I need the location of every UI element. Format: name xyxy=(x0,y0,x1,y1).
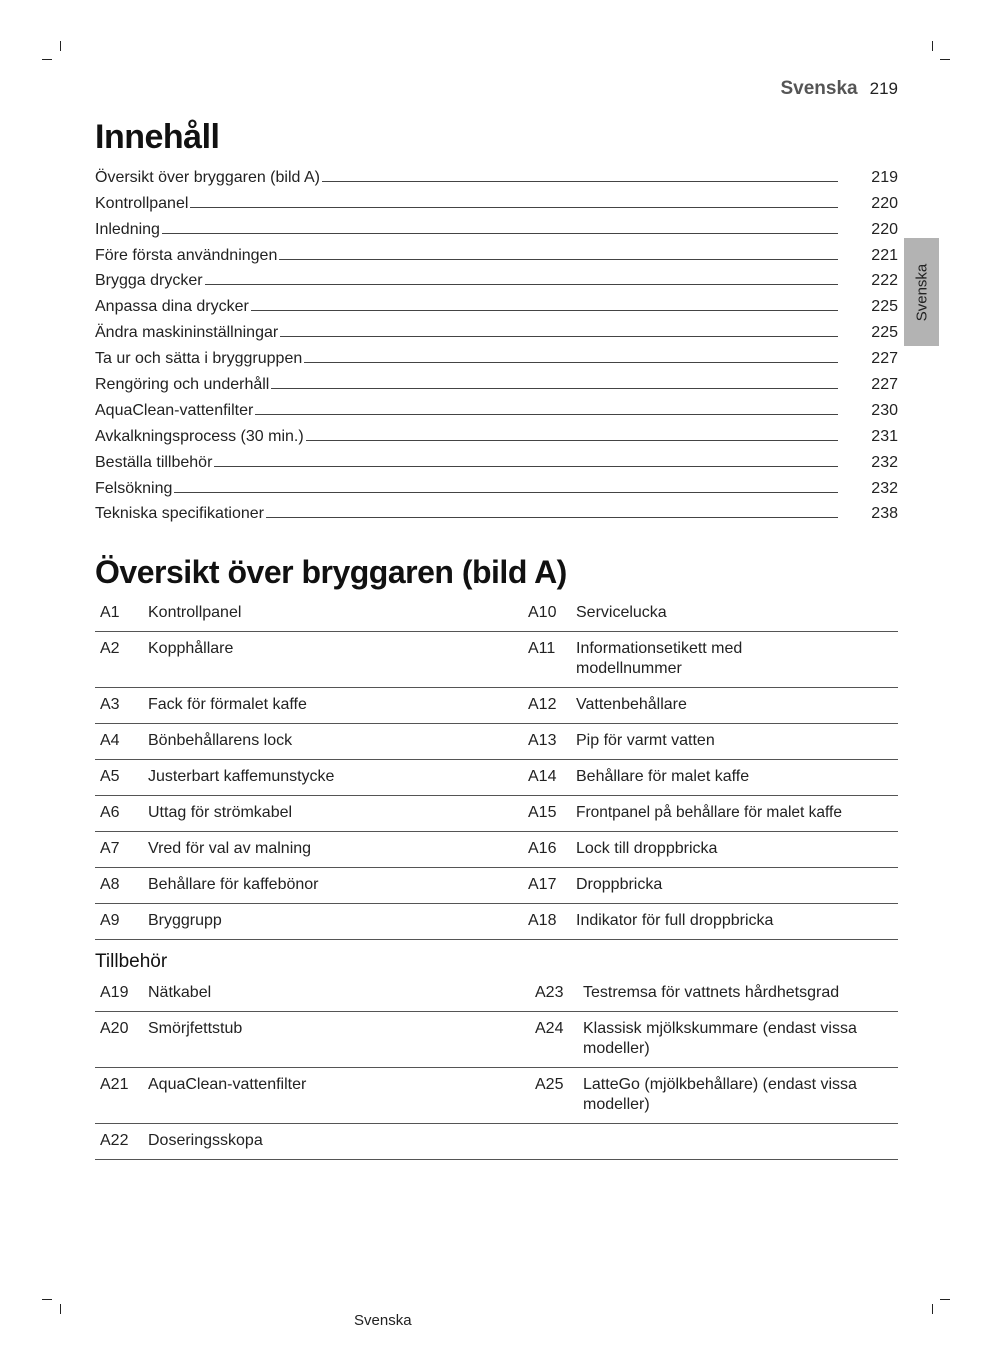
part-name: AquaClean-vattenfilter xyxy=(148,1076,307,1093)
toc-entry[interactable] xyxy=(95,213,898,239)
page-header xyxy=(781,78,899,100)
toc-entry-label: Kontrollpanel xyxy=(95,194,189,212)
side-tab-label: Svenska xyxy=(913,263,931,321)
part-code: A1 xyxy=(100,604,120,621)
toc-entry-label: Felsökning xyxy=(95,479,173,497)
table-row xyxy=(95,1124,898,1160)
toc-entry-page: 232 xyxy=(871,453,898,471)
toc-leader xyxy=(255,414,838,415)
part-code: A11 xyxy=(528,640,556,657)
toc-entry-page: 227 xyxy=(871,376,898,394)
overview-parts-table xyxy=(95,596,898,940)
toc-entry[interactable] xyxy=(95,394,898,420)
toc-leader xyxy=(251,310,838,311)
table-row xyxy=(95,1068,898,1124)
part-name: Kontrollpanel xyxy=(148,604,242,621)
toc-entry-page: 238 xyxy=(871,505,898,523)
crop-mark xyxy=(932,1304,933,1314)
toc-entry-page: 225 xyxy=(871,298,898,316)
crop-mark xyxy=(60,41,61,51)
part-name: Indikator för full droppbricka xyxy=(576,912,774,929)
table-row xyxy=(95,868,898,904)
toc-entry[interactable] xyxy=(95,368,898,394)
table-row xyxy=(95,904,898,940)
toc-leader xyxy=(304,362,838,363)
toc-entry-page: 227 xyxy=(871,350,898,368)
table-row xyxy=(95,688,898,724)
toc-title: Innehåll xyxy=(95,118,220,156)
part-code: A5 xyxy=(100,768,120,785)
toc-entry-label: Översikt över bryggaren (bild A) xyxy=(95,168,320,186)
part-name: Testremsa för vattnets hårdhetsgrad xyxy=(583,984,840,1001)
table-row xyxy=(95,1012,898,1068)
toc-entry-label: Tekniska specifikationer xyxy=(95,505,264,523)
toc-leader xyxy=(280,336,838,337)
part-code: A8 xyxy=(100,876,120,893)
part-code: A25 xyxy=(535,1076,564,1093)
toc-entry-label: Ta ur och sätta i bryggruppen xyxy=(95,350,303,368)
toc-entry[interactable] xyxy=(95,472,898,498)
toc-leader xyxy=(214,466,838,467)
table-of-contents xyxy=(95,161,898,523)
part-code: A19 xyxy=(100,984,129,1001)
toc-entry-label: Beställa tillbehör xyxy=(95,453,213,471)
toc-entry[interactable] xyxy=(95,239,898,265)
table-row xyxy=(95,976,898,1012)
toc-leader xyxy=(205,284,838,285)
toc-entry-page: 230 xyxy=(871,401,898,419)
crop-mark xyxy=(42,1299,52,1300)
toc-leader xyxy=(174,492,838,493)
toc-leader xyxy=(271,388,838,389)
toc-entry-label: AquaClean-vattenfilter xyxy=(95,401,254,419)
toc-entry-label: Inledning xyxy=(95,220,160,238)
toc-entry-page: 219 xyxy=(871,168,898,186)
toc-leader xyxy=(162,233,838,234)
part-name: Behållare för malet kaffe xyxy=(576,768,750,785)
part-name: Vattenbehållare xyxy=(576,696,687,713)
toc-entry-page: 225 xyxy=(871,324,898,342)
toc-entry[interactable] xyxy=(95,316,898,342)
toc-entry-label: Avkalkningsprocess (30 min.) xyxy=(95,427,304,445)
part-name: Bryggrupp xyxy=(148,912,222,929)
part-name: LatteGo (mjölkbehållare) (endast vissa modeller) xyxy=(583,1076,857,1113)
part-name: Fack för förmalet kaffe xyxy=(148,696,307,713)
page-number: 219 xyxy=(869,79,898,98)
part-name xyxy=(583,1124,898,1160)
overview-title: Översikt över bryggaren (bild A) xyxy=(95,554,567,590)
table-row xyxy=(95,760,898,796)
part-code: A21 xyxy=(100,1076,129,1093)
table-row xyxy=(95,832,898,868)
accessories-table xyxy=(95,976,898,1160)
toc-leader xyxy=(322,181,838,182)
crop-mark xyxy=(932,41,933,51)
part-code: A6 xyxy=(100,804,120,821)
part-code: A15 xyxy=(528,804,557,821)
part-name: Frontpanel på behållare för malet kaffe xyxy=(576,804,842,821)
language-side-tab xyxy=(904,238,939,346)
part-name: Droppbricka xyxy=(576,876,663,893)
page-footer: Svenska xyxy=(354,1312,412,1329)
part-name: Uttag för strömkabel xyxy=(148,804,293,821)
toc-entry-label: Anpassa dina drycker xyxy=(95,298,249,316)
part-code: A23 xyxy=(535,984,564,1001)
part-name: Vred för val av malning xyxy=(148,840,312,857)
part-code: A16 xyxy=(528,840,557,857)
part-name: Behållare för kaffebönor xyxy=(148,876,319,893)
crop-mark xyxy=(60,1304,61,1314)
part-name: Klassisk mjölkskummare (endast vissa modeller) xyxy=(583,1020,857,1057)
crop-mark xyxy=(42,59,52,60)
toc-entry[interactable] xyxy=(95,161,898,187)
part-name: Kopphållare xyxy=(148,640,234,657)
part-name: Nätkabel xyxy=(148,984,212,1001)
toc-entry-page: 220 xyxy=(871,194,898,212)
toc-entry-label: Före första användningen xyxy=(95,246,278,264)
part-name: Lock till droppbricka xyxy=(576,840,718,857)
table-row xyxy=(95,596,898,632)
part-code xyxy=(535,1124,583,1160)
part-name: Smörjfettstub xyxy=(148,1020,243,1037)
accessories-title: Tillbehör xyxy=(95,951,168,972)
toc-entry[interactable] xyxy=(95,446,898,472)
table-row xyxy=(95,796,898,832)
crop-mark xyxy=(940,59,950,60)
toc-entry[interactable] xyxy=(95,265,898,291)
part-code: A18 xyxy=(528,912,557,929)
crop-mark xyxy=(940,1299,950,1300)
toc-leader xyxy=(266,517,838,518)
part-code: A17 xyxy=(528,876,557,893)
part-code: A2 xyxy=(100,640,120,657)
part-code: A12 xyxy=(528,696,557,713)
part-name: Justerbart kaffemunstycke xyxy=(148,768,335,785)
toc-entry[interactable] xyxy=(95,420,898,446)
part-name: Servicelucka xyxy=(576,604,667,621)
toc-entry-label: Ändra maskininställningar xyxy=(95,324,279,342)
header-language: Svenska xyxy=(780,78,858,99)
toc-leader xyxy=(306,440,838,441)
toc-entry[interactable] xyxy=(95,187,898,213)
part-code: A22 xyxy=(100,1132,129,1149)
part-code: A4 xyxy=(100,732,120,749)
toc-entry-label: Rengöring och underhåll xyxy=(95,376,270,394)
part-name: Informationsetikett med modellnummer xyxy=(576,640,743,677)
part-name: Doseringsskopa xyxy=(148,1132,263,1149)
part-name: Pip för varmt vatten xyxy=(576,732,715,749)
toc-entry[interactable] xyxy=(95,290,898,316)
part-name: Bönbehållarens lock xyxy=(148,732,293,749)
toc-entry[interactable] xyxy=(95,498,898,524)
part-code: A14 xyxy=(528,768,557,785)
toc-leader xyxy=(279,259,838,260)
toc-entry[interactable] xyxy=(95,342,898,368)
toc-entry-page: 221 xyxy=(871,246,898,264)
toc-entry-page: 222 xyxy=(871,272,898,290)
table-row xyxy=(95,724,898,760)
part-code: A7 xyxy=(100,840,120,857)
part-code: A9 xyxy=(100,912,120,929)
toc-entry-page: 231 xyxy=(871,427,898,445)
table-row xyxy=(95,632,898,688)
part-code: A24 xyxy=(535,1020,564,1037)
part-code: A10 xyxy=(528,604,557,621)
toc-leader xyxy=(190,207,838,208)
toc-entry-page: 220 xyxy=(871,220,898,238)
toc-entry-label: Brygga drycker xyxy=(95,272,203,290)
part-code: A13 xyxy=(528,732,557,749)
toc-entry-page: 232 xyxy=(871,479,898,497)
part-code: A3 xyxy=(100,696,120,713)
part-code: A20 xyxy=(100,1020,129,1037)
